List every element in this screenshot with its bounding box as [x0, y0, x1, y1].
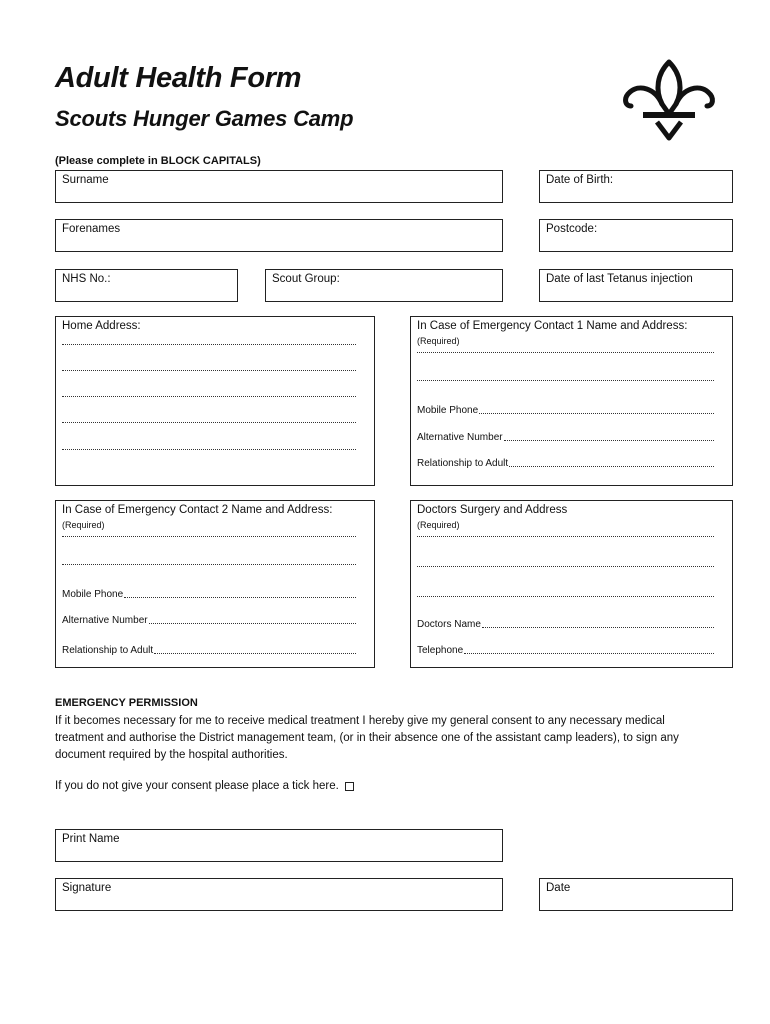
form-subtitle: Scouts Hunger Games Camp [55, 106, 354, 131]
nhs-number-field[interactable] [55, 269, 238, 302]
required-note: (Required) [417, 520, 460, 530]
home-address-line[interactable] [62, 448, 356, 452]
tetanus-date-label: Date of last Tetanus injection [546, 273, 693, 285]
date-field[interactable] [539, 878, 733, 911]
print-name-field[interactable] [55, 829, 503, 862]
emergency-permission-text: If it becomes necessary for me to receive medical treatment I hereby give my general consent to any necessary medical treatment and authorise the District management team, (or in their absence one of the assistant camp leaders), to sign any document required by the hospital authorities. [55, 715, 679, 761]
emergency-1-mobile-line[interactable] [417, 405, 714, 416]
required-note: (Required) [62, 520, 105, 530]
emergency-contact-1-box[interactable] [410, 316, 733, 486]
required-note: (Required) [417, 336, 460, 346]
forenames-label: Forenames [62, 223, 121, 235]
mobile-phone-label: Mobile Phone [417, 405, 479, 416]
home-address-line[interactable] [62, 395, 356, 399]
relationship-label: Relationship to Adult [417, 458, 509, 469]
consent-checkbox[interactable] [345, 782, 354, 791]
home-address-label: Home Address: [62, 320, 141, 332]
surname-field[interactable] [55, 170, 503, 203]
emergency-2-address-line[interactable] [62, 563, 356, 567]
date-of-birth-field[interactable] [539, 170, 733, 203]
doctors-address-line[interactable] [417, 595, 714, 599]
doctors-address-line[interactable] [417, 535, 714, 539]
doctors-address-line[interactable] [417, 565, 714, 569]
tetanus-date-field[interactable] [539, 269, 733, 302]
emergency-2-relationship-line[interactable] [62, 645, 356, 656]
scout-group-field[interactable] [265, 269, 503, 302]
telephone-label: Telephone [417, 645, 464, 656]
relationship-label: Relationship to Adult [62, 645, 154, 656]
postcode-field[interactable] [539, 219, 733, 252]
forenames-field[interactable] [55, 219, 503, 252]
doctors-name-label: Doctors Name [417, 619, 481, 630]
emergency-1-address-line[interactable] [417, 379, 714, 383]
fleur-de-lis-icon [619, 58, 719, 144]
postcode-label: Postcode: [546, 223, 598, 235]
doctors-telephone-line[interactable] [417, 645, 714, 656]
alternative-number-label: Alternative Number [417, 432, 503, 443]
date-label: Date [546, 882, 571, 894]
mobile-phone-label: Mobile Phone [62, 589, 124, 600]
date-of-birth-label: Date of Birth: [546, 174, 614, 186]
block-capitals-note: (Please complete in BLOCK CAPITALS) [55, 155, 261, 167]
home-address-line[interactable] [62, 369, 356, 373]
doctors-surgery-label: Doctors Surgery and Address [417, 504, 568, 516]
form-title: Adult Health Form [55, 62, 302, 94]
emergency-1-relationship-line[interactable] [417, 458, 714, 469]
emergency-2-alt-number-line[interactable] [62, 615, 356, 626]
emergency-permission-heading: EMERGENCY PERMISSION [55, 697, 198, 709]
doctors-surgery-box[interactable] [410, 500, 733, 668]
home-address-box[interactable] [55, 316, 375, 486]
emergency-2-address-line[interactable] [62, 535, 356, 539]
consent-line [55, 780, 354, 792]
emergency-contact-2-box[interactable] [55, 500, 375, 668]
signature-label: Signature [62, 882, 112, 894]
emergency-1-alt-number-line[interactable] [417, 432, 714, 443]
doctors-name-line[interactable] [417, 619, 714, 630]
emergency-1-address-line[interactable] [417, 351, 714, 355]
consent-text: If you do not give your consent please place a tick here. [55, 780, 339, 792]
nhs-number-label: NHS No.: [62, 273, 111, 285]
emergency-2-mobile-line[interactable] [62, 589, 356, 600]
home-address-line[interactable] [62, 343, 356, 347]
home-address-line[interactable] [62, 421, 356, 425]
alternative-number-label: Alternative Number [62, 615, 148, 626]
emergency-contact-1-label: In Case of Emergency Contact 1 Name and Address: [417, 320, 688, 332]
emergency-contact-2-label: In Case of Emergency Contact 2 Name and Address: [62, 504, 333, 516]
scout-group-label: Scout Group: [272, 273, 340, 285]
signature-field[interactable] [55, 878, 503, 911]
surname-label: Surname [62, 174, 109, 186]
print-name-label: Print Name [62, 833, 120, 845]
